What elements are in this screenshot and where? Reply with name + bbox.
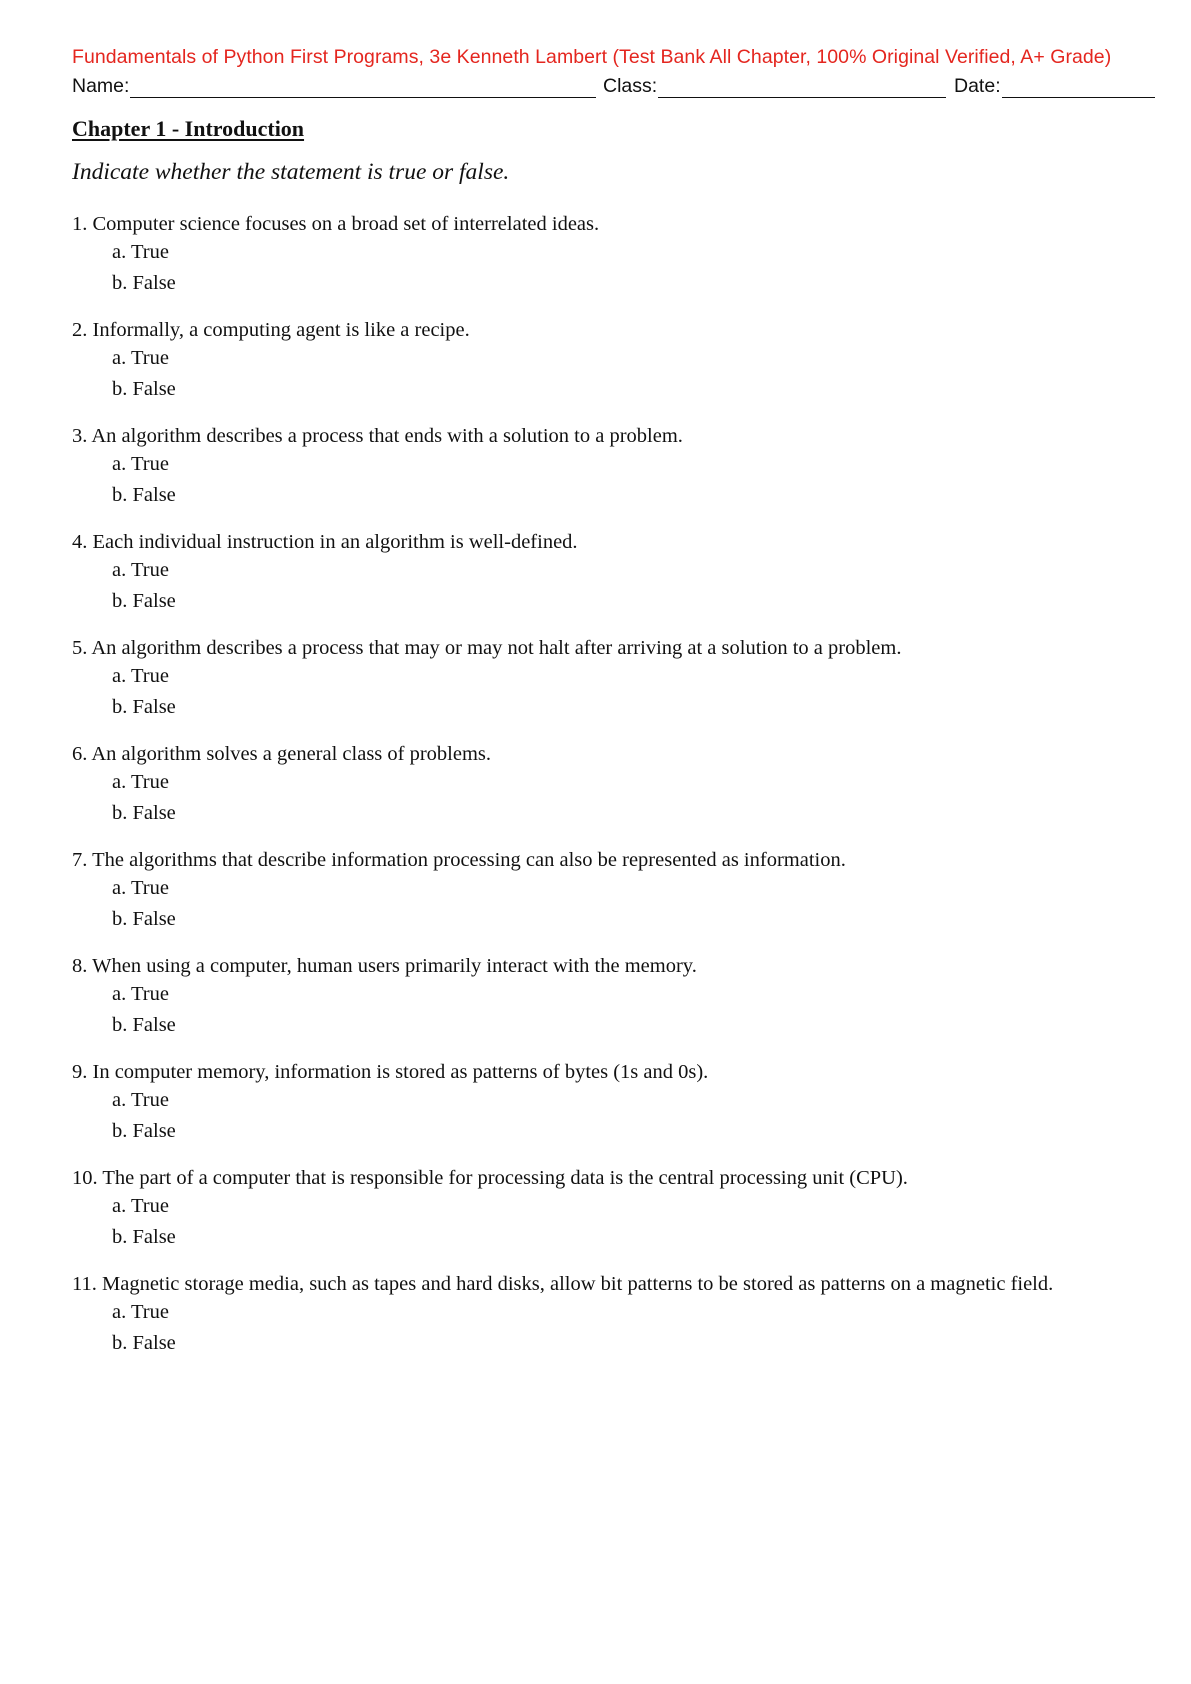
option-true: a. True bbox=[112, 665, 169, 687]
option-false: b. False bbox=[112, 1120, 176, 1142]
option-true: a. True bbox=[112, 1089, 169, 1111]
question-text: 3. An algorithm describes a process that ends with a solution to a problem. bbox=[72, 425, 683, 447]
question-text: 11. Magnetic storage media, such as tapes and hard disks, allow bit patterns to be stored as patterns on a magnetic field. bbox=[72, 1273, 1054, 1295]
option-false: b. False bbox=[112, 1226, 176, 1248]
question-text: 10. The part of a computer that is responsible for processing data is the central processing unit (CPU). bbox=[72, 1167, 908, 1189]
option-false: b. False bbox=[112, 590, 176, 612]
option-true: a. True bbox=[112, 453, 169, 475]
date-field bbox=[954, 72, 1155, 98]
option-true: a. True bbox=[112, 347, 169, 369]
date-label: Date: bbox=[954, 75, 1001, 97]
option-false: b. False bbox=[112, 908, 176, 930]
section-instructions: Indicate whether the statement is true or false. bbox=[72, 159, 510, 185]
class-blank-line bbox=[658, 75, 946, 98]
option-false: b. False bbox=[112, 272, 176, 294]
question-text: 8. When using a computer, human users primarily interact with the memory. bbox=[72, 955, 697, 977]
option-false: b. False bbox=[112, 696, 176, 718]
name-label: Name: bbox=[72, 75, 130, 97]
student-info-row bbox=[72, 72, 1152, 100]
option-false: b. False bbox=[112, 378, 176, 400]
option-true: a. True bbox=[112, 1301, 169, 1323]
option-true: a. True bbox=[112, 1195, 169, 1217]
date-blank-line bbox=[1002, 75, 1155, 98]
option-true: a. True bbox=[112, 559, 169, 581]
option-false: b. False bbox=[112, 802, 176, 824]
question-text: 2. Informally, a computing agent is like a recipe. bbox=[72, 319, 470, 341]
question-text: 6. An algorithm solves a general class of problems. bbox=[72, 743, 492, 765]
option-true: a. True bbox=[112, 983, 169, 1005]
option-true: a. True bbox=[112, 771, 169, 793]
question-text: 5. An algorithm describes a process that may or may not halt after arriving at a solution to a problem. bbox=[72, 637, 902, 659]
question-text: 9. In computer memory, information is stored as patterns of bytes (1s and 0s). bbox=[72, 1061, 709, 1083]
option-true: a. True bbox=[112, 241, 169, 263]
name-blank-line bbox=[130, 75, 596, 98]
name-field bbox=[72, 72, 596, 98]
document-banner: Fundamentals of Python First Programs, 3e Kenneth Lambert (Test Bank All Chapter, 100% Original Verified, A+ Grade) bbox=[72, 46, 1112, 68]
option-false: b. False bbox=[112, 1014, 176, 1036]
option-false: b. False bbox=[112, 1332, 176, 1354]
class-label: Class: bbox=[603, 75, 658, 97]
option-false: b. False bbox=[112, 484, 176, 506]
question-text: 4. Each individual instruction in an algorithm is well-defined. bbox=[72, 531, 578, 553]
class-field bbox=[603, 72, 946, 98]
question-text: 7. The algorithms that describe information processing can also be represented as information. bbox=[72, 849, 846, 871]
question-text: 1. Computer science focuses on a broad set of interrelated ideas. bbox=[72, 213, 600, 235]
option-true: a. True bbox=[112, 877, 169, 899]
chapter-title: Chapter 1 - Introduction bbox=[72, 116, 305, 141]
